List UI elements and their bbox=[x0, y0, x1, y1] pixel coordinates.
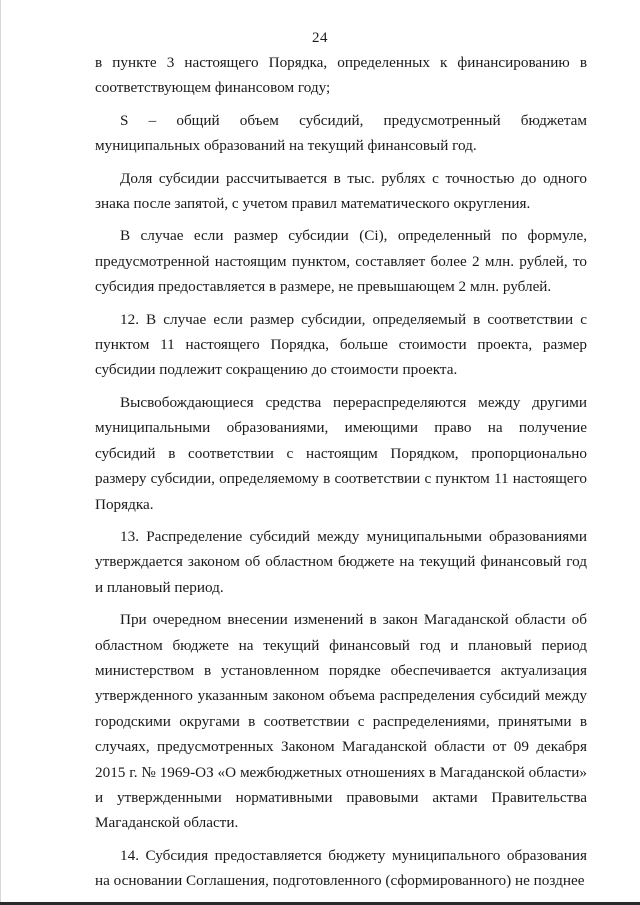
paragraph-redistribution: Высвобождающиеся средства перераспределяются между другими муниципальными образованиями, имеющими право на получение субсидий в соответствии с настоящим Порядком, пропорционально размеру субсидии, определяемому в соответствии с пунктом 11 настоящего Порядка. bbox=[95, 393, 587, 513]
document-body bbox=[95, 50, 587, 894]
paragraph-subsidy-cap: В случае если размер субсидии (Ci), определенный по формуле, предусмотренной настоящим пунктом, составляет более 2 млн. рублей, то субсидия предоставляется в размере, не превышающем 2 млн. рублей. bbox=[95, 227, 587, 296]
paragraph-budget-amendments: При очередном внесении изменений в закон Магаданской области об областном бюджете на текущий финансовый год и плановый период министерством в установленном порядке обеспечивается актуализация утвержденного указанным законом объема распределения субсидий между городскими округами в соответствии с распределениями, принятыми в случаях, предусмотренных Законом Магаданской области от 09 декабря 2015 г. № 1969-ОЗ «О межбюджетных отношениях в Магаданской области» и утвержденными нормативными правовыми актами Правительства Магаданской области. bbox=[95, 611, 587, 832]
paragraph-item-12: 12. В случае если размер субсидии, определяемый в соответствии с пунктом 11 настоящего Порядка, больше стоимости проекта, размер субсидии подлежит сокращению до стоимости проекта. bbox=[95, 310, 587, 379]
page-number: 24 bbox=[312, 30, 328, 46]
scan-left-edge bbox=[0, 0, 1, 905]
paragraph-item-14: 14. Субсидия предоставляется бюджету муниципального образования на основании Соглашения, подготовленного (сформированного) не позднее bbox=[95, 846, 587, 890]
paragraph-continuation: в пункте 3 настоящего Порядка, определенных к финансированию в соответствующем финансовом году; bbox=[95, 54, 587, 97]
paragraph-s-definition: S – общий объем субсидий, предусмотренный бюджетам муниципальных образований на текущий финансовый год. bbox=[95, 111, 587, 155]
paragraph-share-calculation: Доля субсидии рассчитывается в тыс. рублях с точностью до одного знака после запятой, с учетом правил математического округления. bbox=[95, 169, 587, 213]
paragraph-item-13: 13. Распределение субсидий между муниципальными образованиями утверждается законом об областном бюджете на текущий финансовый год и плановый период. bbox=[95, 527, 587, 596]
